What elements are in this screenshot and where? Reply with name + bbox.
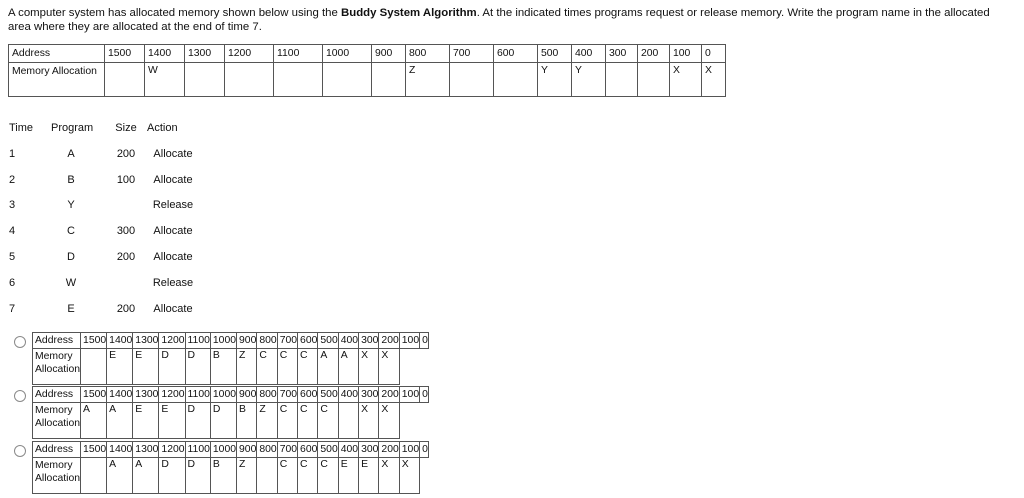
option-allocation-cell: C xyxy=(257,349,277,385)
allocation-cell[interactable]: W xyxy=(145,63,185,97)
option-address-cell: 1000 xyxy=(210,387,236,403)
option-address-cell: 1200 xyxy=(159,333,185,349)
step-time: 4 xyxy=(9,225,16,238)
step-action: Release xyxy=(152,276,194,289)
step-time: 1 xyxy=(9,147,16,160)
option-allocation-cell: C xyxy=(318,458,338,494)
step-time: 6 xyxy=(9,276,16,289)
step-action: Allocate xyxy=(153,225,193,238)
option-allocation-cell xyxy=(257,458,277,494)
allocation-cell[interactable] xyxy=(494,63,538,97)
option-address-cell: 0 xyxy=(420,442,429,458)
option-allocation-cell: A xyxy=(107,458,133,494)
address-cell: 300 xyxy=(606,45,638,63)
address-cell: 0 xyxy=(702,45,726,63)
option-allocation-cell xyxy=(81,458,107,494)
option-address-cell: 900 xyxy=(237,387,257,403)
memory-allocation-label: Memory Allocation xyxy=(9,63,105,97)
allocation-cell[interactable] xyxy=(225,63,274,97)
address-cell: 1100 xyxy=(274,45,323,63)
option-allocation-cell: X xyxy=(399,458,419,494)
option-address-cell: 500 xyxy=(318,442,338,458)
option-address-cell: 100 xyxy=(399,442,419,458)
step-size: 200 xyxy=(116,302,136,315)
address-cell: 400 xyxy=(572,45,606,63)
option-allocation-cell: E xyxy=(338,458,358,494)
allocation-cell[interactable] xyxy=(372,63,406,97)
allocation-cell[interactable] xyxy=(274,63,323,97)
address-cell: 800 xyxy=(406,45,450,63)
step-program: E xyxy=(67,302,75,315)
option-address-cell: 300 xyxy=(359,442,379,458)
option-allocation-cell: E xyxy=(133,403,159,439)
step-size: 200 xyxy=(116,250,136,263)
option-address-cell: 1200 xyxy=(159,387,185,403)
option-allocation-cell: X xyxy=(379,458,399,494)
option-address-cell: 1500 xyxy=(81,387,107,403)
address-cell: 200 xyxy=(638,45,670,63)
option-allocation-cell: X xyxy=(359,403,379,439)
allocation-cell[interactable]: X xyxy=(702,63,726,97)
address-cell: 1300 xyxy=(185,45,225,63)
option-allocation-cell: D xyxy=(185,458,210,494)
option-allocation-cell: C xyxy=(298,458,318,494)
option-allocation-cell: C xyxy=(318,403,338,439)
program-header: Program xyxy=(51,122,94,134)
option-address-cell: 1400 xyxy=(107,387,133,403)
option-address-label: Address xyxy=(33,442,81,458)
option-allocation-cell: B xyxy=(210,349,236,385)
option-allocation-cell: E xyxy=(133,349,159,385)
option-allocation-cell: D xyxy=(185,403,210,439)
option-address-cell: 0 xyxy=(420,387,429,403)
option-address-cell: 1100 xyxy=(185,387,210,403)
option-allocation-cell: Z xyxy=(257,403,277,439)
option-allocation-cell: X xyxy=(379,403,399,439)
option-allocation-cell: Z xyxy=(237,349,257,385)
option-address-cell: 400 xyxy=(338,442,358,458)
allocation-cell[interactable] xyxy=(185,63,225,97)
allocation-cell[interactable] xyxy=(606,63,638,97)
option-address-cell: 1400 xyxy=(107,333,133,349)
option-allocation-cell: D xyxy=(159,458,185,494)
step-time: 3 xyxy=(9,199,16,212)
option-address-cell: 1500 xyxy=(81,442,107,458)
option-address-cell: 600 xyxy=(298,442,318,458)
option-address-cell: 700 xyxy=(277,333,297,349)
allocation-cell[interactable]: Y xyxy=(538,63,572,97)
option-address-cell: 800 xyxy=(257,333,277,349)
option-allocation-cell: A xyxy=(133,458,159,494)
option-address-cell: 1000 xyxy=(210,333,236,349)
option-allocation-cell: A xyxy=(318,349,338,385)
address-cell: 500 xyxy=(538,45,572,63)
step-action: Release xyxy=(152,199,194,212)
option-allocation-cell: C xyxy=(277,349,297,385)
step-program: B xyxy=(67,173,75,186)
address-cell: 1500 xyxy=(105,45,145,63)
option-allocation-cell: D xyxy=(185,349,210,385)
option-allocation-cell xyxy=(81,349,107,385)
allocation-cell[interactable] xyxy=(105,63,145,97)
option-memory-label: Memory Allocation xyxy=(33,403,81,439)
option-address-cell: 300 xyxy=(359,333,379,349)
memory-table xyxy=(8,44,726,97)
step-action: Allocate xyxy=(153,302,193,315)
option-allocation-cell: B xyxy=(210,458,236,494)
option-allocation-cell: A xyxy=(107,403,133,439)
option-3-table xyxy=(32,441,429,494)
option-address-cell: 900 xyxy=(237,442,257,458)
option-1-radio[interactable] xyxy=(14,336,26,348)
option-3-radio[interactable] xyxy=(14,445,26,457)
option-allocation-cell: Z xyxy=(237,458,257,494)
option-address-cell: 1300 xyxy=(133,442,159,458)
step-time: 5 xyxy=(9,250,16,263)
time-header: Time xyxy=(9,122,34,134)
allocation-cell[interactable]: Y xyxy=(572,63,606,97)
option-address-label: Address xyxy=(33,333,81,349)
allocation-cell[interactable]: Z xyxy=(406,63,450,97)
option-allocation-cell: A xyxy=(338,349,358,385)
address-cell: 1000 xyxy=(323,45,372,63)
option-allocation-cell: C xyxy=(298,349,318,385)
option-allocation-cell: D xyxy=(159,349,185,385)
allocation-cell[interactable]: X xyxy=(670,63,702,97)
option-address-cell: 1300 xyxy=(133,333,159,349)
option-allocation-cell: C xyxy=(298,403,318,439)
option-2-table xyxy=(32,386,429,439)
allocation-cell[interactable] xyxy=(638,63,670,97)
address-cell: 700 xyxy=(450,45,494,63)
option-address-cell: 700 xyxy=(277,387,297,403)
action-header: Action xyxy=(147,122,178,134)
option-address-cell: 1100 xyxy=(185,333,210,349)
step-action: Allocate xyxy=(153,147,193,160)
option-2-radio[interactable] xyxy=(14,390,26,402)
option-address-cell: 400 xyxy=(338,333,358,349)
address-cell: 1200 xyxy=(225,45,274,63)
option-allocation-cell: E xyxy=(159,403,185,439)
option-address-cell: 200 xyxy=(379,442,399,458)
option-address-cell: 400 xyxy=(338,387,358,403)
option-address-cell: 800 xyxy=(257,442,277,458)
option-address-cell: 1300 xyxy=(133,387,159,403)
step-time: 2 xyxy=(9,173,16,186)
step-size: 100 xyxy=(116,173,136,186)
option-allocation-cell: E xyxy=(359,458,379,494)
option-address-cell: 1400 xyxy=(107,442,133,458)
question-text: A computer system has allocated memory shown below using the Buddy System Algorithm. At the indicated times programs request or release memory. Write the program name in the allocated area where they are allocated at the end of time 7. xyxy=(8,7,990,33)
option-allocation-cell: C xyxy=(277,403,297,439)
option-memory-label: Memory Allocation xyxy=(33,349,81,385)
option-address-cell: 1100 xyxy=(185,442,210,458)
option-address-cell: 300 xyxy=(359,387,379,403)
address-cell: 900 xyxy=(372,45,406,63)
option-allocation-cell: X xyxy=(379,349,399,385)
option-address-cell: 100 xyxy=(399,333,419,349)
option-address-cell: 200 xyxy=(379,333,399,349)
step-size: 300 xyxy=(116,225,136,238)
option-1-table xyxy=(32,332,429,385)
option-address-cell: 1500 xyxy=(81,333,107,349)
address-cell: 100 xyxy=(670,45,702,63)
step-time: 7 xyxy=(9,302,16,315)
step-program: A xyxy=(67,147,75,160)
option-address-cell: 100 xyxy=(399,387,419,403)
option-allocation-cell: B xyxy=(237,403,257,439)
option-allocation-cell: C xyxy=(277,458,297,494)
option-address-cell: 900 xyxy=(237,333,257,349)
option-allocation-cell: X xyxy=(359,349,379,385)
option-address-cell: 500 xyxy=(318,333,338,349)
allocation-cell[interactable] xyxy=(323,63,372,97)
option-memory-label: Memory Allocation xyxy=(33,458,81,494)
option-address-cell: 500 xyxy=(318,387,338,403)
option-address-cell: 1200 xyxy=(159,442,185,458)
step-size: 200 xyxy=(116,147,136,160)
option-address-cell: 600 xyxy=(298,333,318,349)
size-header: Size xyxy=(115,122,137,134)
step-action: Allocate xyxy=(153,173,193,186)
option-address-label: Address xyxy=(33,387,81,403)
address-label: Address xyxy=(9,45,105,63)
option-address-cell: 0 xyxy=(420,333,429,349)
step-program: Y xyxy=(67,199,75,212)
step-action: Allocate xyxy=(153,250,193,263)
address-cell: 1400 xyxy=(145,45,185,63)
allocation-cell[interactable] xyxy=(450,63,494,97)
step-program: C xyxy=(67,225,75,238)
option-address-cell: 600 xyxy=(298,387,318,403)
option-allocation-cell xyxy=(338,403,358,439)
step-program: D xyxy=(67,250,75,263)
step-program: W xyxy=(65,276,77,289)
option-allocation-cell: E xyxy=(107,349,133,385)
option-address-cell: 800 xyxy=(257,387,277,403)
option-allocation-cell: D xyxy=(210,403,236,439)
address-cell: 600 xyxy=(494,45,538,63)
option-address-cell: 700 xyxy=(277,442,297,458)
option-allocation-cell: A xyxy=(81,403,107,439)
option-address-cell: 200 xyxy=(379,387,399,403)
option-address-cell: 1000 xyxy=(210,442,236,458)
